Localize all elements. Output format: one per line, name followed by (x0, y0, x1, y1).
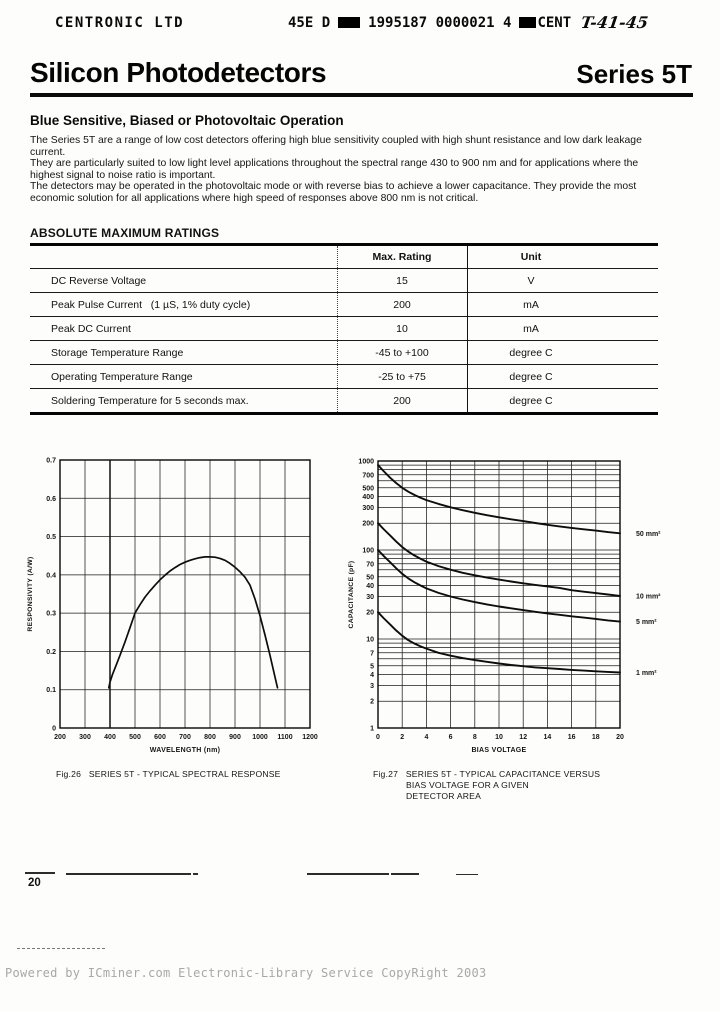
table-cell-parameter: Peak DC Current (51, 322, 131, 335)
svg-text:20: 20 (616, 734, 624, 741)
svg-text:400: 400 (362, 493, 374, 501)
paragraph: The detectors may be operated in the photovoltaic mode or with reverse bias to achieve a lower capacitance. They provide the most economic solution for all applications where high speed of responses above 800 nm is not critical. (30, 181, 637, 204)
table-cell-parameter: DC Reverse Voltage (51, 274, 147, 287)
svg-text:50: 50 (366, 574, 374, 582)
intro-paragraphs (30, 135, 668, 205)
table-cell-parameter: Soldering Temperature for 5 seconds max. (51, 394, 249, 407)
fig27-caption-line: Fig.27 SERIES 5T - TYPICAL CAPACITANCE VERSUS (373, 769, 601, 779)
scan-artifact-dashes (17, 948, 105, 949)
svg-text:10: 10 (366, 636, 374, 644)
table-header-row (30, 246, 658, 269)
company-name: CENTRONIC LTD (55, 15, 185, 31)
table-cell-parameter: Peak Pulse Current (1 µS, 1% duty cycle) (51, 298, 251, 311)
page-number: 20 (28, 877, 41, 889)
table-cell-parameter: Operating Temperature Range (51, 370, 193, 383)
table-cell-max-rating: 10 (396, 322, 408, 335)
svg-text:600: 600 (154, 734, 166, 741)
svg-text:12: 12 (519, 734, 528, 741)
series-area-label: 5 mm² (636, 619, 657, 627)
table-row (30, 293, 658, 317)
table-cell-unit: mA (523, 298, 539, 311)
svg-text:1000: 1000 (358, 458, 374, 466)
x-axis-title: WAVELENGTH (nm) (149, 747, 221, 754)
svg-text:0.4: 0.4 (46, 572, 56, 580)
ratings-table-body (30, 269, 658, 412)
barcode-suffix: CENT (537, 14, 572, 31)
series-responsivity (109, 557, 278, 688)
svg-text:7: 7 (370, 650, 374, 658)
y-axis-title: CAPACITANCE (pF) (348, 560, 355, 629)
table-cell-max-rating: -45 to +100 (375, 346, 429, 359)
svg-text:18: 18 (591, 734, 600, 741)
y-tick-labels (358, 459, 374, 733)
table-divider-dotted (337, 246, 338, 412)
svg-text:14: 14 (543, 734, 552, 741)
doc-code: 45E D (288, 14, 331, 31)
svg-text:3: 3 (370, 683, 374, 691)
table-cell-unit: degree C (509, 346, 553, 359)
fig27-caption-line: DETECTOR AREA (406, 791, 482, 801)
svg-text:200: 200 (362, 520, 374, 528)
handwritten-code: T-41-45 (579, 13, 650, 32)
paragraph: The Series 5T are a range of low cost detectors offering high blue sensitivity coupled with high shunt resistance and low dark leakage current. (30, 135, 642, 158)
y-axis-title: RESPONSIVITY (A/W) (27, 556, 34, 632)
table-row (30, 317, 658, 341)
barcode-block-icon (338, 17, 360, 28)
section-heading: Blue Sensitive, Biased or Photovoltaic Operation (30, 113, 344, 128)
scan-artifact-line (66, 873, 191, 875)
barcode-number: 1995187 0000021 4 (368, 14, 512, 31)
barcode-block-icon (519, 17, 536, 28)
table-cell-max-rating: 15 (396, 274, 408, 287)
table-cell-max-rating: 200 (393, 298, 411, 311)
series-area-label: 50 mm² (636, 530, 661, 538)
series-area-label: 10 mm² (636, 593, 661, 601)
series-title: Series 5T (576, 59, 692, 89)
svg-text:5: 5 (370, 663, 374, 671)
table-cell-max-rating: -25 to +75 (378, 370, 426, 383)
table-cell-unit: degree C (509, 370, 553, 383)
svg-text:1: 1 (370, 725, 374, 733)
svg-text:0.7: 0.7 (46, 457, 56, 465)
paragraph: They are particularly suited to low light level applications throughout the spectral range 430 to 900 nm and for applications where the highest signal to noise ratio is important. (30, 158, 639, 181)
ratings-table (30, 243, 658, 415)
svg-text:20: 20 (366, 609, 374, 617)
svg-text:10: 10 (495, 734, 503, 741)
svg-text:16: 16 (567, 734, 576, 741)
spectral-response-chart (23, 447, 343, 765)
table-row (30, 341, 658, 365)
svg-text:0.3: 0.3 (46, 610, 56, 618)
svg-text:0: 0 (376, 734, 380, 741)
grid (60, 460, 310, 728)
svg-text:700: 700 (362, 472, 374, 480)
svg-text:300: 300 (79, 734, 91, 741)
table-cell-unit: mA (523, 322, 539, 335)
table-cell-unit: V (527, 274, 535, 287)
svg-text:40: 40 (366, 582, 374, 590)
svg-text:30: 30 (366, 594, 374, 602)
svg-text:6: 6 (448, 734, 453, 741)
fig27-caption (373, 769, 600, 802)
svg-text:700: 700 (179, 734, 191, 741)
fig26-caption: Fig.26 SERIES 5T - TYPICAL SPECTRAL RESPONSE (56, 769, 281, 779)
svg-text:0.5: 0.5 (46, 534, 56, 542)
grid (378, 461, 620, 728)
svg-text:0.2: 0.2 (46, 648, 56, 656)
table-row (30, 365, 658, 389)
table-cell-unit: degree C (509, 394, 553, 407)
table-cell-max-rating: 200 (393, 394, 411, 407)
series-area-label: 1 mm² (636, 670, 657, 678)
watermark-footer: Powered by ICminer.com Electronic-Library Service CopyRight 2003 (5, 966, 487, 980)
svg-text:500: 500 (129, 734, 141, 741)
table-header-max-rating: Max. Rating (372, 251, 432, 263)
scan-artifact-line (307, 873, 389, 875)
x-axis-title: BIAS VOLTAGE (471, 747, 527, 754)
svg-text:800: 800 (204, 734, 216, 741)
svg-text:400: 400 (104, 734, 116, 741)
x-tick-labels (54, 734, 318, 741)
table-row (30, 389, 658, 412)
svg-text:1200: 1200 (302, 734, 318, 741)
svg-text:70: 70 (366, 561, 374, 569)
svg-text:100: 100 (362, 547, 374, 555)
svg-text:0.1: 0.1 (46, 687, 56, 695)
svg-text:300: 300 (362, 505, 374, 513)
scan-artifact-line (391, 873, 419, 875)
fig27-caption-line: BIAS VOLTAGE FOR A GIVEN (406, 780, 529, 790)
svg-text:0.6: 0.6 (46, 495, 56, 503)
title-rule (30, 93, 693, 97)
svg-text:1000: 1000 (252, 734, 268, 741)
svg-text:2: 2 (370, 698, 374, 706)
svg-text:0: 0 (52, 725, 56, 733)
scan-artifact-line (193, 873, 198, 875)
svg-text:4: 4 (370, 671, 374, 679)
table-header-unit: Unit (520, 251, 542, 263)
document-code-line (288, 13, 648, 32)
table-cell-parameter: Storage Temperature Range (51, 346, 184, 359)
svg-text:4: 4 (424, 734, 429, 741)
svg-text:500: 500 (362, 485, 374, 493)
table-divider-solid (467, 246, 468, 412)
scan-artifact-line (25, 872, 55, 874)
y-tick-labels (46, 458, 56, 733)
svg-text:900: 900 (229, 734, 241, 741)
barcode-suffix-group (519, 15, 571, 31)
svg-text:1100: 1100 (277, 734, 293, 741)
svg-text:2: 2 (400, 734, 405, 741)
scan-artifact-line (456, 874, 478, 875)
table-row (30, 269, 658, 293)
svg-text:8: 8 (472, 734, 477, 741)
ratings-table-title: ABSOLUTE MAXIMUM RATINGS (30, 226, 220, 240)
page-title: Silicon Photodetectors (30, 57, 327, 88)
svg-text:200: 200 (54, 734, 66, 741)
x-tick-labels (376, 734, 624, 741)
capacitance-chart (345, 447, 697, 765)
